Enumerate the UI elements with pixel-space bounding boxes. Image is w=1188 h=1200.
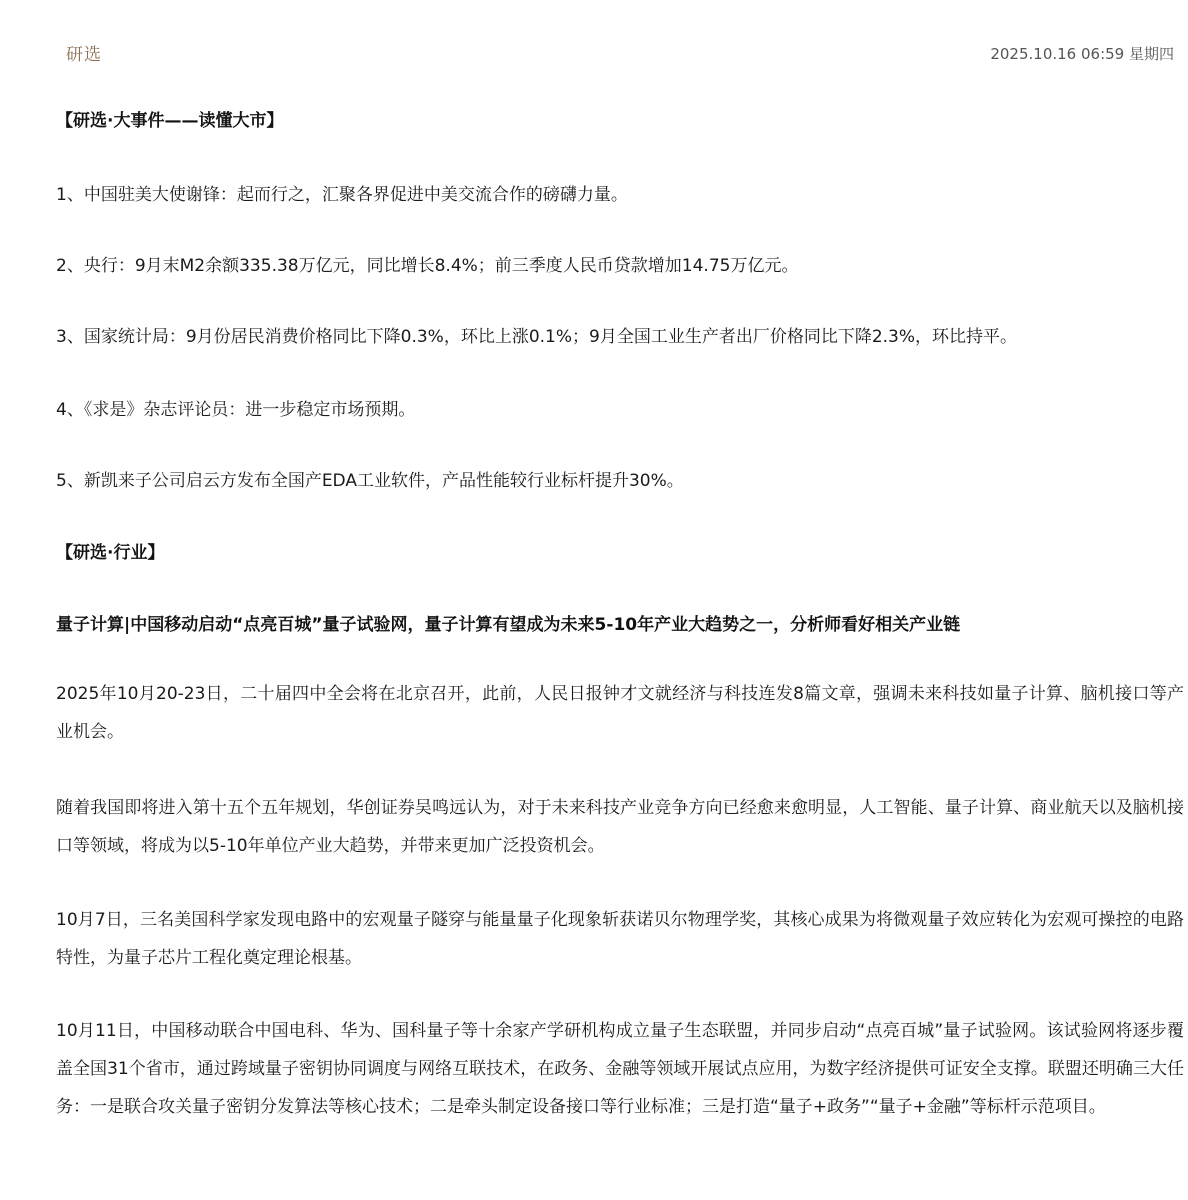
article-headline: 量子计算|中国移动启动“点亮百城”量子试验网，量子计算有望成为未来5-10年产业大趋势之一，分析师看好相关产业链 [56,615,961,635]
publish-timestamp: 2025.10.16 06:59 星期四 [990,45,1174,63]
article-header [0,0,1188,80]
source-tag[interactable]: 研选 [66,45,102,65]
article-paragraph: 2025年10月20-23日，二十届四中全会将在北京召开，此前，人民日报钟才文就经济与科技连发8篇文章，强调未来科技如量子计算、脑机接口等产业机会。 [56,684,1184,742]
news-item: 4、《求是》杂志评论员：进一步稳定市场预期。 [56,400,416,420]
section-title-industry: 【研选·行业】 [56,543,165,563]
news-item: 1、中国驻美大使谢锋：起而行之，汇聚各界促进中美交流合作的磅礴力量。 [56,185,628,205]
article-paragraph: 10月11日，中国移动联合中国电科、华为、国科量子等十余家产学研机构成立量子生态联盟，并同步启动“点亮百城”量子试验网。该试验网将逐步覆盖全国31个省市，通过跨域量子密钥协同调度与网络互联技术，在政务、金融等领域开展试点应用，为数字经济提供可证安全支撑。联盟还明确三大任务：一是联合攻关量子密钥分发算法等核心技术；二是牵头制定设备接口等行业标准；三是打造“量子+政务”“量子+金融”等标杆示范项目。 [56,1021,1184,1117]
article-paragraph: 随着我国即将进入第十五个五年规划，华创证券吴鸣远认为，对于未来科技产业竞争方向已经愈来愈明显，人工智能、量子计算、商业航天以及脑机接口等领域，将成为以5-10年单位产业大趋势，并带来更加广泛投资机会。 [56,798,1184,856]
section-title-events: 【研选·大事件——读懂大市】 [56,111,284,131]
article-paragraph: 10月7日，三名美国科学家发现电路中的宏观量子隧穿与能量量子化现象斩获诺贝尔物理学奖，其核心成果为将微观量子效应转化为宏观可操控的电路特性，为量子芯片工程化奠定理论根基。 [56,910,1184,968]
news-item: 3、国家统计局：9月份居民消费价格同比下降0.3%，环比上涨0.1%；9月全国工业生产者出厂价格同比下降2.3%，环比持平。 [56,327,1018,347]
news-item: 2、央行：9月末M2余额335.38万亿元，同比增长8.4%；前三季度人民币贷款增加14.75万亿元。 [56,256,799,276]
news-item: 5、新凯来子公司启云方发布全国产EDA工业软件，产品性能较行业标杆提升30%。 [56,471,684,491]
